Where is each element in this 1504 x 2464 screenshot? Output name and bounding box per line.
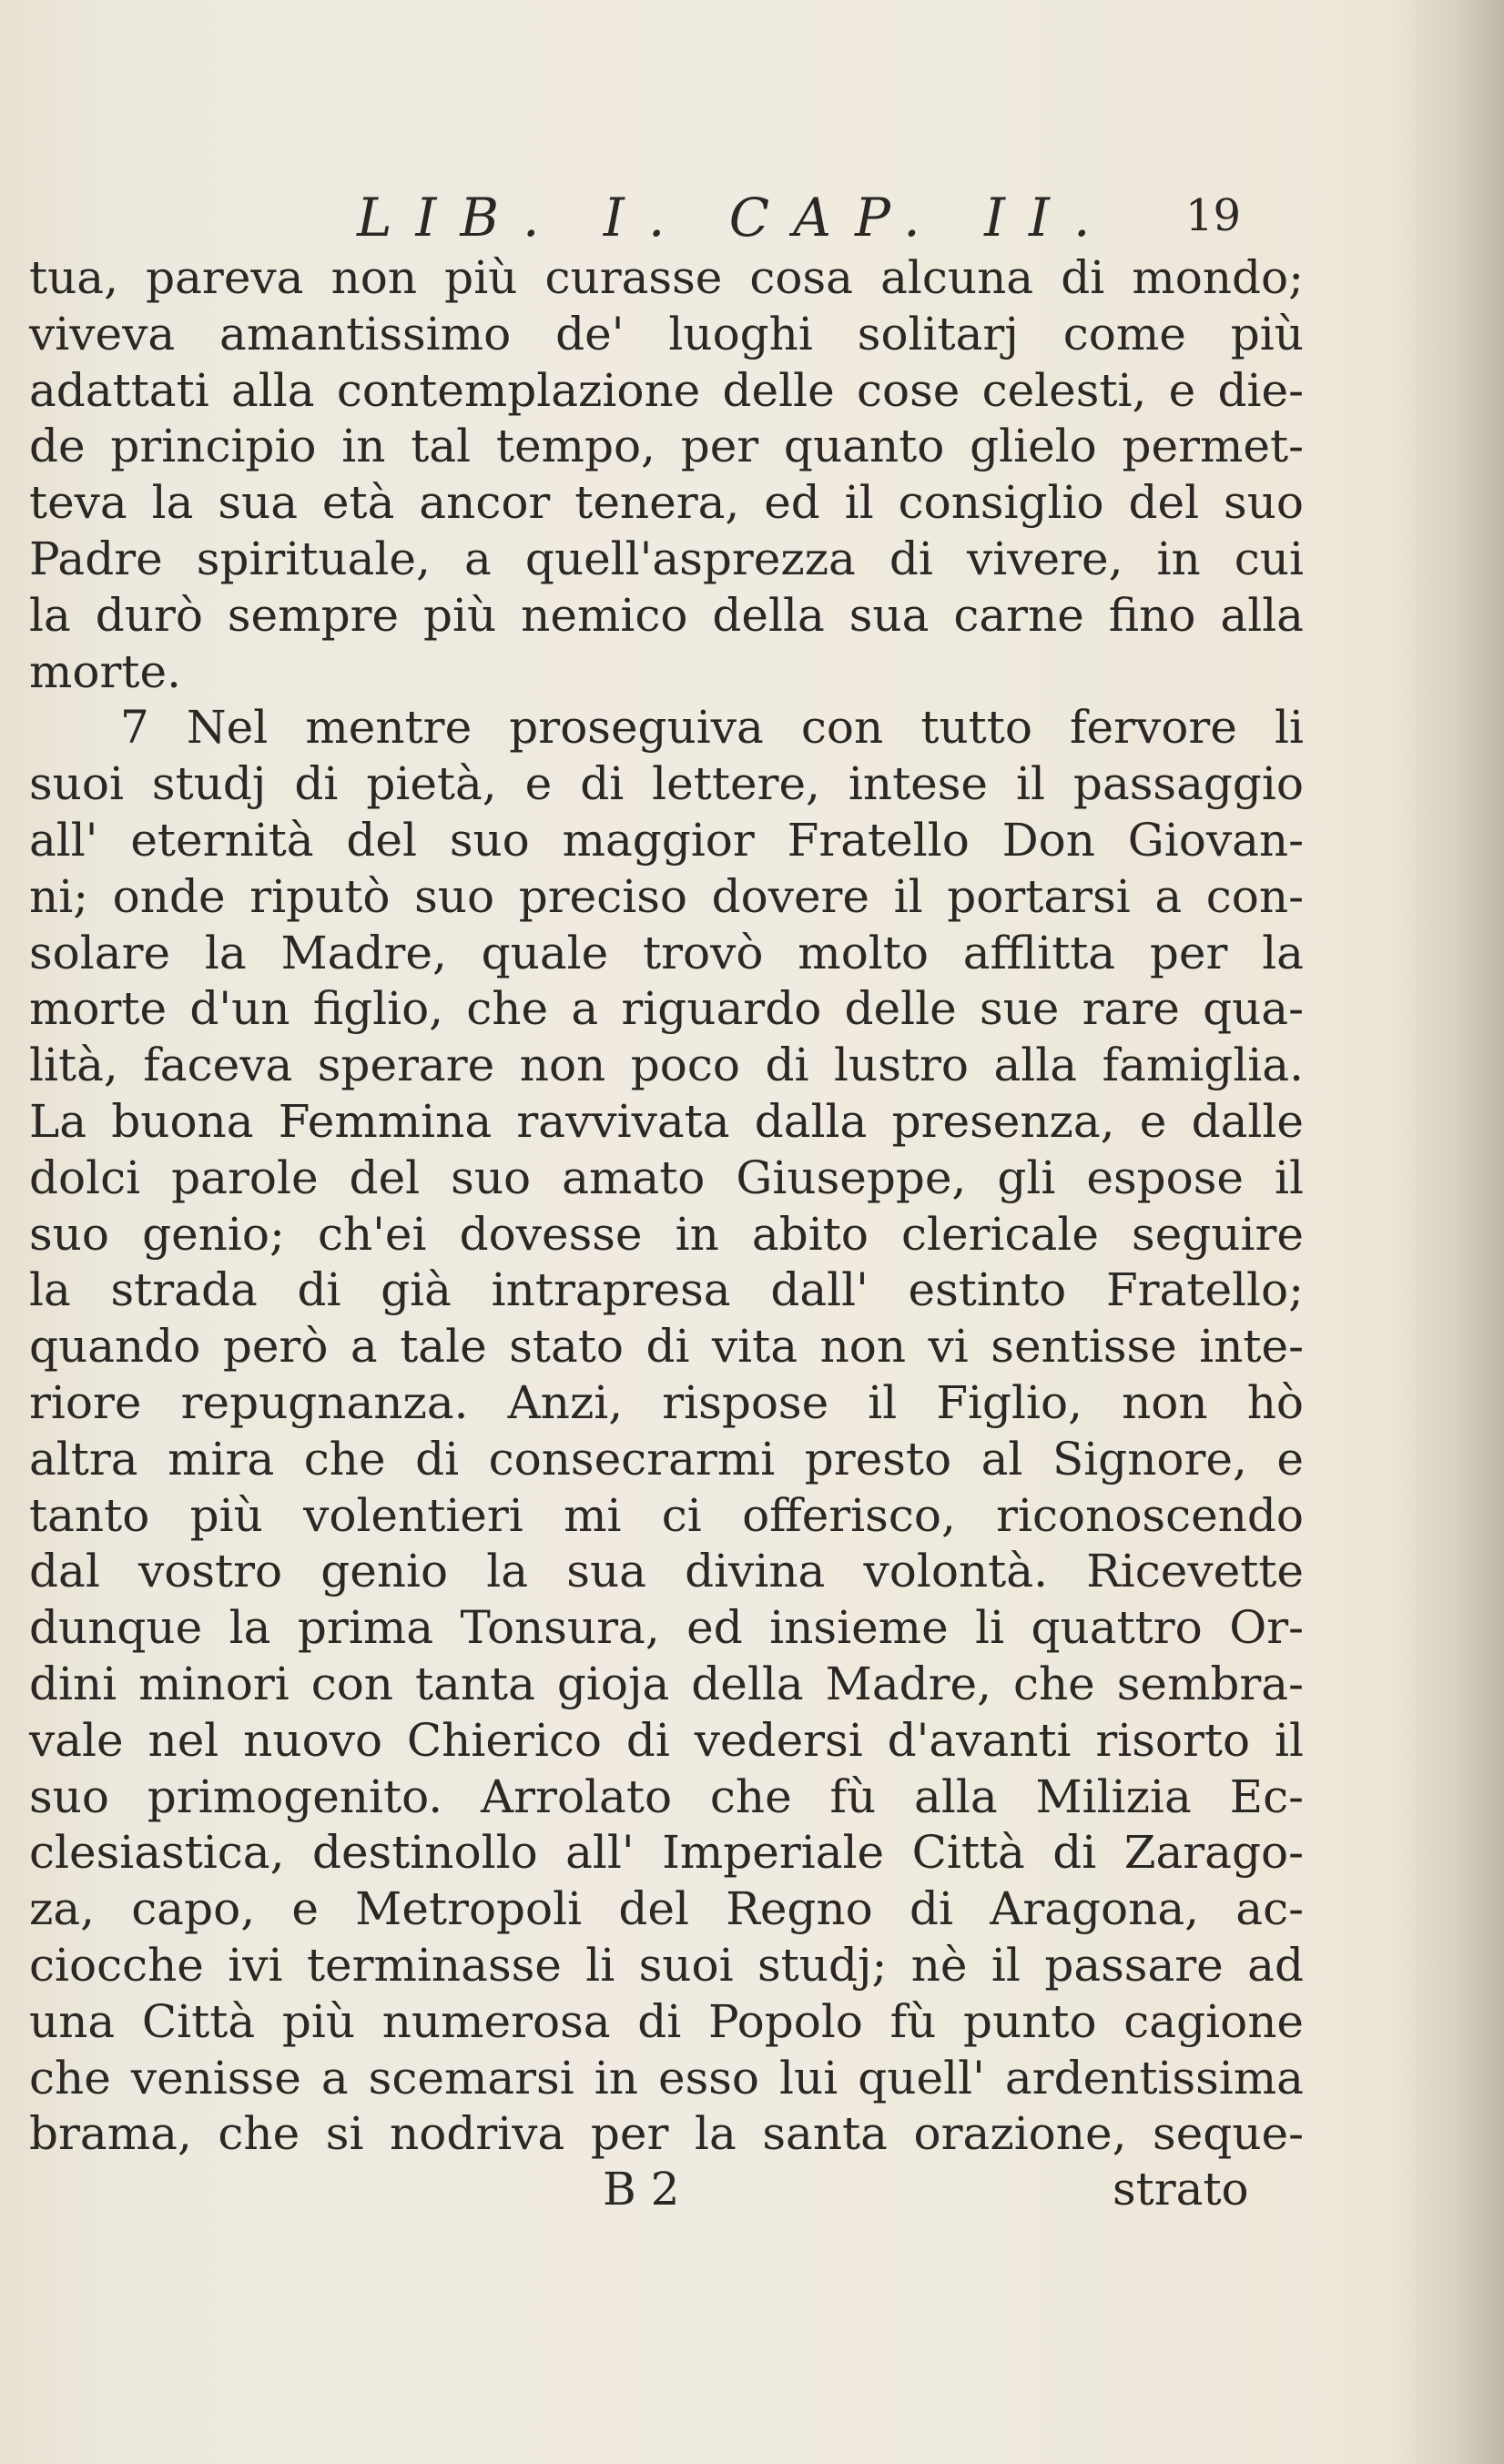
text-line: riore repugnanza. Anzi, rispose il Figlio, non hò <box>29 1375 1304 1429</box>
text-line: dunque la prima Tonsura, ed insieme li quattro Or- <box>29 1601 1304 1655</box>
text-line: suoi studj di pietà, e di lettere, intese il passaggio <box>29 757 1304 811</box>
text-line: solare la Madre, quale trovò molto afflitta per la <box>29 926 1304 979</box>
text-line: dal vostro genio la sua divina volontà. Ricevette <box>29 1545 1304 1598</box>
body-text <box>29 250 1304 2163</box>
text-line: ciocche ivi terminasse li suoi studj; nè il passare ad <box>29 1938 1304 1992</box>
text-line: ni; onde riputò suo preciso dovere il portarsi a con- <box>29 869 1304 923</box>
signature-mark: B 2 <box>603 2163 680 2216</box>
text-line: viveva amantissimo de' luoghi solitarj come più <box>29 307 1304 360</box>
text-line: tanto più volentieri mi ci offerisco, riconoscendo <box>29 1488 1304 1542</box>
text-line: lità, faceva sperare non poco di lustro alla famiglia. <box>29 1039 1304 1092</box>
text-line: altra mira che di consecrarmi presto al Signore, e <box>29 1432 1304 1485</box>
text-line: dini minori con tanta gioja della Madre, che sembra- <box>29 1657 1304 1710</box>
text-line: suo genio; ch'ei dovesse in abito clericale seguire <box>29 1207 1304 1261</box>
text-line: adattati alla contemplazione delle cose celesti, e die- <box>29 363 1304 417</box>
text-line: teva la sua età ancor tenera, ed il consiglio del suo <box>29 476 1304 530</box>
text-line: una Città più numerosa di Popolo fù punto cagione <box>29 1994 1304 2048</box>
text-line: la durò sempre più nemico della sua carne fino alla <box>29 588 1304 642</box>
text-line: clesiastica, destinollo all' Imperiale Città di Zarago- <box>29 1826 1304 1880</box>
text-line: quando però a tale stato di vita non vi sentisse inte- <box>29 1320 1304 1374</box>
text-line: La buona Femmina ravvivata dalla presenza, e dalle <box>29 1094 1304 1148</box>
text-line: Padre spirituale, a quell'asprezza di vivere, in cui <box>29 532 1304 585</box>
text-line: suo primogenito. Arrolato che fù alla Milizia Ec- <box>29 1769 1304 1823</box>
text-line: che venisse a scemarsi in esso lui quell' ardentissima <box>29 2051 1304 2104</box>
text-line: tua, pareva non più curasse cosa alcuna di mondo; <box>29 251 1304 304</box>
text-line: za, capo, e Metropoli del Regno di Aragona, ac- <box>29 1882 1304 1936</box>
text-line: dolci parole del suo amato Giuseppe, gli espose il <box>29 1151 1304 1204</box>
running-head: LIB. I. CAP. II. <box>357 187 1114 248</box>
page-edge-shadow <box>1386 0 1504 2464</box>
text-line: de principio in tal tempo, per quanto glielo permet- <box>29 420 1304 473</box>
page-footer <box>29 2163 1304 2226</box>
text-line: morte. <box>29 644 181 698</box>
page-number: 19 <box>1185 190 1242 241</box>
text-line: vale nel nuovo Chierico di vedersi d'avanti risorto il <box>29 1713 1304 1767</box>
page-header <box>29 187 1304 250</box>
text-line: brama, che si nodriva per la santa orazione, seque- <box>29 2107 1304 2161</box>
catchword: strato <box>1113 2163 1249 2216</box>
text-line: morte d'un figlio, che a riguardo delle sue rare qua- <box>29 982 1304 1036</box>
text-line: la strada di già intrapresa dall' estinto Fratello; <box>29 1263 1304 1317</box>
text-line: all' eternità del suo maggior Fratello Don Giovan- <box>29 813 1304 867</box>
paragraph-start-line: 7 Nel mentre proseguiva con tutto fervore li <box>120 701 1304 755</box>
